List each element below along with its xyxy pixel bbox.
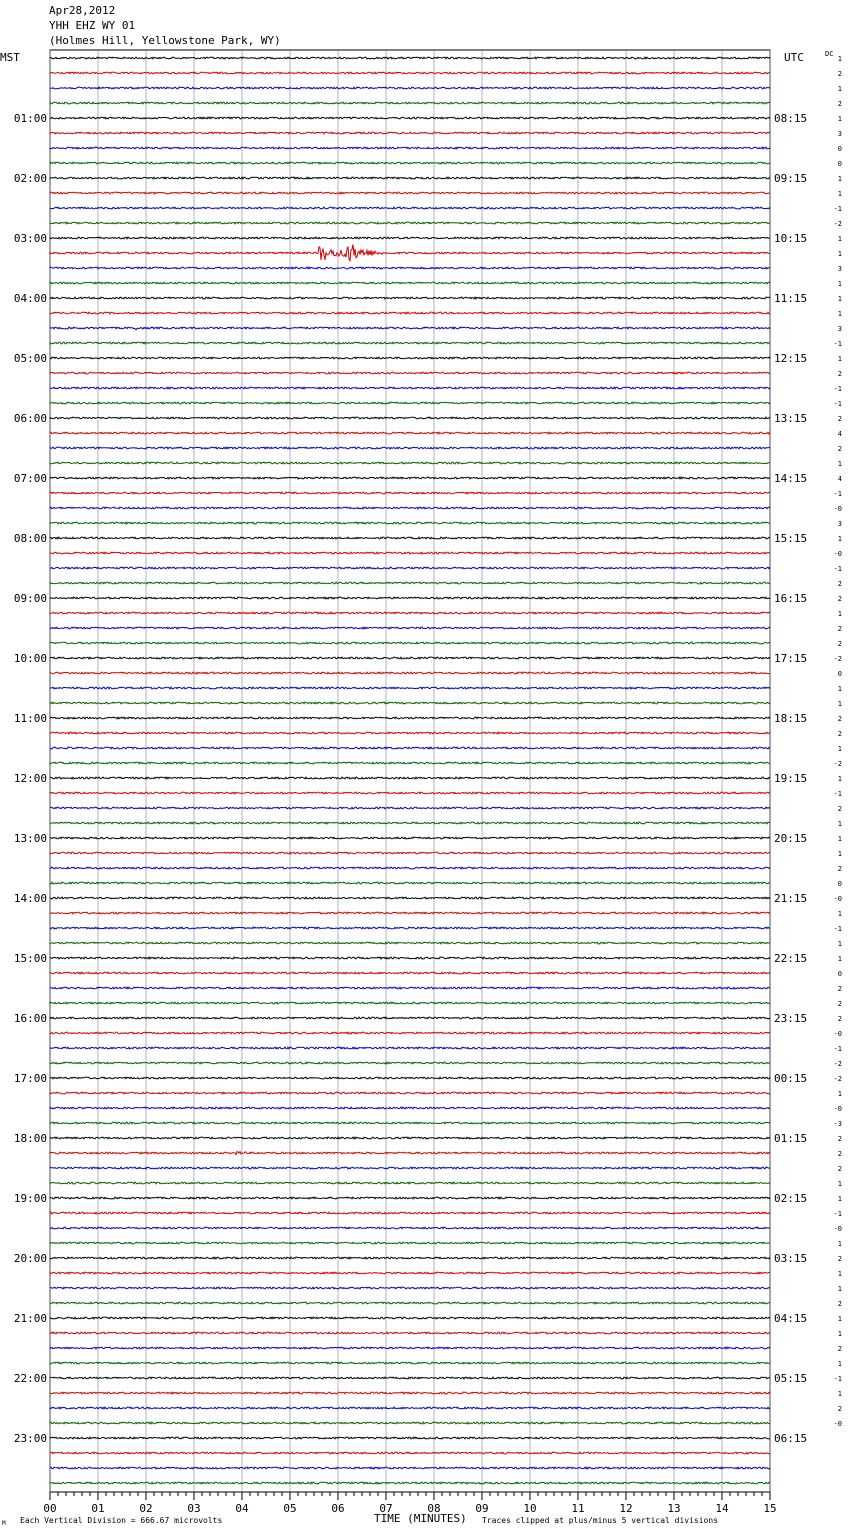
dc-offset-label: 1 (837, 955, 842, 963)
dc-offset-label: -2 (833, 1060, 842, 1068)
dc-offset-label: 0 (837, 160, 842, 168)
hour-label-left: 06:00 (13, 412, 47, 425)
hour-label-left: 03:00 (13, 232, 47, 245)
dc-offset-label: -0 (833, 1105, 842, 1113)
trace-row-72 (50, 1137, 770, 1139)
dc-offset-label: -1 (833, 925, 842, 933)
dc-label: DC (825, 50, 834, 58)
trace-row-1 (50, 72, 770, 74)
trace-row-74 (50, 1167, 770, 1169)
trace-row-37 (50, 612, 770, 614)
dc-offset-label: 3 (837, 265, 842, 273)
trace-row-24 (50, 417, 770, 419)
header-date: Apr28,2012 (49, 4, 116, 17)
trace-row-3 (50, 102, 770, 104)
trace-row-52 (50, 837, 770, 839)
trace-row-66 (50, 1047, 770, 1049)
dc-offset-label: 2 (837, 715, 842, 723)
hour-label-left: 07:00 (13, 472, 47, 485)
dc-offset-label: 1 (837, 1180, 842, 1188)
dc-offset-label: 2 (837, 100, 842, 108)
dc-offset-label: 1 (837, 250, 842, 258)
trace-row-42 (50, 687, 770, 689)
dc-offset-label: -0 (833, 1225, 842, 1233)
dc-offset-label: 2 (837, 1150, 842, 1158)
hour-label-right: 11:15 (774, 292, 808, 305)
trace-row-49 (50, 792, 770, 794)
trace-row-35 (50, 582, 770, 584)
trace-row-78 (50, 1227, 770, 1229)
right-timezone-label: UTC (784, 51, 804, 64)
trace-row-44 (50, 717, 770, 719)
dc-offset-label: -1 (833, 490, 842, 498)
dc-offset-label: 1 (837, 55, 842, 63)
dc-offset-label: 1 (837, 775, 842, 783)
dc-offset-label: 2 (837, 580, 842, 588)
trace-row-22 (50, 387, 770, 389)
trace-row-64 (50, 1017, 770, 1019)
dc-offset-label: 2 (837, 445, 842, 453)
dc-offset-label: -2 (833, 220, 842, 228)
dc-offset-label: 1 (837, 1195, 842, 1203)
dc-offset-label: -0 (833, 1420, 842, 1428)
dc-offset-label: -2 (833, 655, 842, 663)
dc-offset-label: 2 (837, 985, 842, 993)
x-axis-label: TIME (MINUTES) (374, 1512, 467, 1525)
dc-offset-label: 2 (837, 1135, 842, 1143)
hour-label-left: 21:00 (13, 1312, 47, 1325)
dc-offset-label: 2 (837, 70, 842, 78)
hour-label-left: 09:00 (13, 592, 47, 605)
dc-offset-label: 1 (837, 910, 842, 918)
dc-offset-label: -1 (833, 385, 842, 393)
x-tick-label: 09 (475, 1502, 489, 1515)
trace-row-7 (50, 162, 770, 164)
dc-offset-label: 2 (837, 415, 842, 423)
dc-offset-label: -1 (833, 1210, 842, 1218)
dc-offset-label: 1 (837, 235, 842, 243)
dc-offset-label: 4 (837, 430, 842, 438)
dc-offset-label: 1 (837, 1285, 842, 1293)
trace-row-13 (50, 244, 770, 260)
trace-row-48 (50, 777, 770, 779)
trace-row-55 (50, 882, 770, 884)
trace-row-58 (50, 927, 770, 929)
x-tick-label: 04 (235, 1502, 249, 1515)
trace-row-83 (50, 1302, 770, 1304)
hour-label-right: 12:15 (774, 352, 808, 365)
hour-label-right: 06:15 (774, 1432, 808, 1445)
hour-label-left: 20:00 (13, 1252, 47, 1265)
trace-row-71 (50, 1122, 770, 1124)
dc-offset-label: 2 (837, 625, 842, 633)
trace-row-53 (50, 852, 770, 854)
trace-row-65 (50, 1032, 770, 1034)
trace-row-2 (50, 87, 770, 89)
trace-row-84 (50, 1317, 770, 1319)
dc-offset-label: 0 (837, 145, 842, 153)
dc-offset-label: -2 (833, 1075, 842, 1083)
dc-offset-label: -3 (833, 1120, 842, 1128)
trace-row-57 (50, 912, 770, 914)
trace-row-41 (50, 672, 770, 674)
trace-row-69 (50, 1092, 770, 1094)
dc-offset-label: 2 (837, 865, 842, 873)
dc-offset-label: 1 (837, 460, 842, 468)
dc-offset-label: -1 (833, 205, 842, 213)
x-tick-label: 00 (43, 1502, 57, 1515)
x-tick-label: 12 (619, 1502, 633, 1515)
clip-note: Traces clipped at plus/minus 5 vertical divisions (482, 1516, 719, 1525)
trace-row-0 (50, 57, 770, 59)
dc-offset-label: 2 (837, 595, 842, 603)
trace-row-46 (50, 747, 770, 749)
dc-offset-label: 3 (837, 520, 842, 528)
dc-offset-label: 1 (837, 535, 842, 543)
hour-label-right: 01:15 (774, 1132, 808, 1145)
trace-row-12 (50, 237, 770, 239)
trace-row-73 (50, 1152, 770, 1155)
trace-row-32 (50, 537, 770, 539)
trace-row-63 (50, 1002, 770, 1004)
trace-row-94 (50, 1467, 770, 1469)
trace-row-95 (50, 1482, 770, 1484)
hour-label-right: 05:15 (774, 1372, 808, 1385)
hour-label-left: 17:00 (13, 1072, 47, 1085)
dc-offset-label: 1 (837, 85, 842, 93)
trace-row-16 (50, 297, 770, 299)
dc-offset-label: 1 (837, 355, 842, 363)
dc-offset-label: 2 (837, 1255, 842, 1263)
trace-row-11 (50, 222, 770, 224)
dc-offset-label: 1 (837, 1360, 842, 1368)
dc-offset-label: 2 (837, 1405, 842, 1413)
x-tick-label: 15 (763, 1502, 777, 1515)
plot-frame (50, 50, 770, 1492)
hour-label-right: 02:15 (774, 1192, 808, 1205)
trace-row-76 (50, 1197, 770, 1199)
dc-offset-label: 1 (837, 1330, 842, 1338)
trace-row-86 (50, 1347, 770, 1349)
dc-offset-label: 1 (837, 1270, 842, 1278)
dc-offset-label: 1 (837, 745, 842, 753)
dc-offset-label: 1 (837, 610, 842, 618)
trace-row-54 (50, 867, 770, 869)
dc-offset-label: 2 (837, 1165, 842, 1173)
trace-row-90 (50, 1407, 770, 1409)
dc-offset-label: 3 (837, 130, 842, 138)
trace-row-67 (50, 1062, 770, 1064)
trace-row-39 (50, 642, 770, 644)
trace-row-29 (50, 492, 770, 494)
dc-offset-label: -0 (833, 895, 842, 903)
dc-offset-label: -1 (833, 1375, 842, 1383)
dc-offset-label: -0 (833, 1030, 842, 1038)
trace-row-18 (50, 327, 770, 330)
hour-label-left: 15:00 (13, 952, 47, 965)
dc-offset-label: 1 (837, 175, 842, 183)
dc-offset-label: 0 (837, 970, 842, 978)
hour-label-left: 23:00 (13, 1432, 47, 1445)
trace-row-5 (50, 132, 770, 134)
hour-label-left: 14:00 (13, 892, 47, 905)
hour-label-right: 16:15 (774, 592, 808, 605)
hour-label-right: 00:15 (774, 1072, 808, 1085)
header-channel: YHH EHZ WY 01 (49, 19, 136, 32)
trace-row-43 (50, 702, 770, 704)
hour-label-right: 03:15 (774, 1252, 808, 1265)
trace-row-81 (50, 1272, 770, 1274)
dc-offset-label: 3 (837, 325, 842, 333)
traces (50, 57, 770, 1484)
hour-label-left: 11:00 (13, 712, 47, 725)
dc-offset-label: 0 (837, 670, 842, 678)
x-tick-label: 05 (283, 1502, 297, 1515)
x-tick-label: 07 (379, 1502, 393, 1515)
dc-offset-label: 1 (837, 310, 842, 318)
hour-label-right: 04:15 (774, 1312, 808, 1325)
trace-row-28 (50, 477, 770, 479)
hour-label-left: 10:00 (13, 652, 47, 665)
trace-row-25 (50, 432, 770, 434)
x-tick-label: 06 (331, 1502, 345, 1515)
trace-row-9 (50, 192, 770, 194)
dc-offset-label: 4 (837, 475, 842, 483)
hour-label-right: 19:15 (774, 772, 808, 785)
trace-row-21 (50, 372, 770, 374)
trace-row-50 (50, 807, 770, 809)
dc-offset-label: 1 (837, 940, 842, 948)
trace-row-62 (50, 987, 770, 989)
hour-label-right: 08:15 (774, 112, 808, 125)
hour-label-right: 23:15 (774, 1012, 808, 1025)
x-tick-label: 08 (427, 1502, 441, 1515)
trace-row-87 (50, 1362, 770, 1364)
trace-row-33 (50, 552, 770, 554)
hour-label-left: 08:00 (13, 532, 47, 545)
trace-row-75 (50, 1182, 770, 1184)
trace-row-56 (50, 897, 770, 899)
labels (14, 55, 842, 1515)
trace-row-23 (50, 402, 770, 404)
trace-row-80 (50, 1257, 770, 1259)
footer-marker: M (2, 1520, 6, 1527)
trace-row-30 (50, 507, 770, 509)
trace-row-60 (50, 957, 770, 959)
x-tick-label: 13 (667, 1502, 681, 1515)
hour-label-right: 22:15 (774, 952, 808, 965)
dc-offset-label: 2 (837, 805, 842, 813)
trace-row-61 (50, 972, 770, 974)
hour-label-right: 17:15 (774, 652, 808, 665)
hour-label-left: 18:00 (13, 1132, 47, 1145)
x-tick-label: 01 (91, 1502, 105, 1515)
dc-offset-label: -1 (833, 565, 842, 573)
scale-note: Each Vertical Division = 666.67 microvolts (20, 1516, 223, 1525)
hour-label-left: 13:00 (13, 832, 47, 845)
trace-row-38 (50, 627, 770, 629)
trace-row-82 (50, 1287, 770, 1289)
trace-row-79 (50, 1242, 770, 1244)
trace-row-10 (50, 207, 770, 209)
hour-label-left: 01:00 (13, 112, 47, 125)
trace-row-14 (50, 267, 770, 269)
hour-label-left: 05:00 (13, 352, 47, 365)
trace-row-93 (50, 1452, 770, 1454)
hour-label-left: 04:00 (13, 292, 47, 305)
hour-label-right: 10:15 (774, 232, 808, 245)
trace-row-27 (50, 462, 770, 464)
trace-row-47 (50, 762, 770, 764)
hour-label-right: 20:15 (774, 832, 808, 845)
dc-offset-label: 1 (837, 820, 842, 828)
dc-offset-label: 2 (837, 1300, 842, 1308)
dc-offset-label: -1 (833, 400, 842, 408)
hour-label-left: 02:00 (13, 172, 47, 185)
trace-row-17 (50, 312, 770, 314)
hour-label-right: 15:15 (774, 532, 808, 545)
dc-offset-label: 2 (837, 1015, 842, 1023)
dc-offset-label: 2 (837, 1345, 842, 1353)
trace-row-4 (50, 117, 770, 119)
dc-offset-label: 1 (837, 190, 842, 198)
dc-offset-label: 2 (837, 730, 842, 738)
x-tick-label: 03 (187, 1502, 201, 1515)
dc-offset-label: 0 (837, 880, 842, 888)
x-tick-label: 10 (523, 1502, 537, 1515)
trace-row-68 (50, 1077, 770, 1079)
trace-row-31 (50, 522, 770, 524)
dc-offset-label: -0 (833, 550, 842, 558)
hour-label-right: 13:15 (774, 412, 808, 425)
dc-offset-label: 1 (837, 835, 842, 843)
dc-offset-label: -1 (833, 340, 842, 348)
dc-offset-label: 1 (837, 700, 842, 708)
trace-row-8 (50, 177, 770, 179)
hour-label-left: 19:00 (13, 1192, 47, 1205)
dc-offset-label: 2 (837, 640, 842, 648)
trace-row-91 (50, 1422, 770, 1424)
trace-row-89 (50, 1392, 770, 1394)
dc-offset-label: 2 (837, 370, 842, 378)
trace-row-59 (50, 942, 770, 944)
dc-offset-label: 1 (837, 1315, 842, 1323)
dc-offset-label: 1 (837, 1240, 842, 1248)
header-location: (Holmes Hill, Yellowstone Park, WY) (49, 34, 281, 47)
trace-row-26 (50, 447, 770, 449)
hour-label-left: 12:00 (13, 772, 47, 785)
left-timezone-label: MST (0, 51, 20, 64)
dc-offset-label: 1 (837, 1390, 842, 1398)
hour-label-right: 09:15 (774, 172, 808, 185)
hour-label-right: 14:15 (774, 472, 808, 485)
trace-row-40 (50, 657, 770, 659)
hour-label-right: 21:15 (774, 892, 808, 905)
trace-row-85 (50, 1332, 770, 1334)
x-tick-label: 11 (571, 1502, 585, 1515)
hour-label-right: 18:15 (774, 712, 808, 725)
dc-offset-label: -1 (833, 790, 842, 798)
trace-row-34 (50, 567, 770, 569)
trace-row-45 (50, 732, 770, 734)
dc-offset-label: 1 (837, 850, 842, 858)
dc-offset-label: -2 (833, 760, 842, 768)
trace-row-51 (50, 822, 770, 824)
dc-offset-label: 1 (837, 280, 842, 288)
dc-offset-label: 1 (837, 685, 842, 693)
trace-row-36 (50, 597, 770, 599)
dc-offset-label: -0 (833, 505, 842, 513)
trace-row-19 (50, 342, 770, 344)
trace-row-20 (50, 357, 770, 359)
dc-offset-label: 1 (837, 1090, 842, 1098)
dc-offset-label: 1 (837, 295, 842, 303)
hour-label-left: 22:00 (13, 1372, 47, 1385)
trace-row-6 (50, 147, 770, 149)
trace-row-88 (50, 1377, 770, 1379)
trace-row-77 (50, 1212, 770, 1214)
trace-row-70 (50, 1107, 770, 1109)
x-tick-label: 02 (139, 1502, 153, 1515)
hour-label-left: 16:00 (13, 1012, 47, 1025)
x-tick-label: 14 (715, 1502, 729, 1515)
dc-offset-label: 1 (837, 115, 842, 123)
dc-offset-label: -1 (833, 1045, 842, 1053)
trace-row-15 (50, 282, 770, 284)
trace-row-92 (50, 1437, 770, 1439)
dc-offset-label: 2 (837, 1000, 842, 1008)
